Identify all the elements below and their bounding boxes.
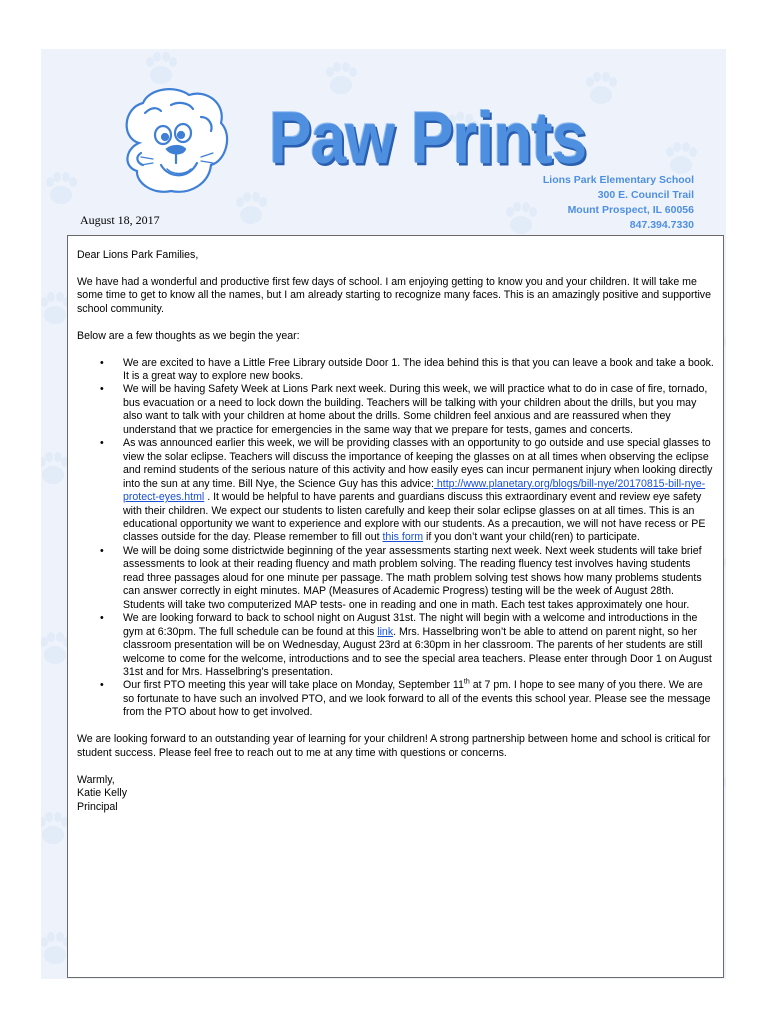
list-item: • As was announced earlier this week, we will be providing classes with an opportunity to go outside and use special glasses to view the solar eclipse. Teachers will discuss the importance of keeping the glasses on at all times when observing the eclipse and remind students of the serious nature of this activity and how easily eyes can incur permanent injury when looking directly into the sun at any time. Bill Nye, the Science Guy has this advice: http://www.planetary.org/blogs/bill-nye/20170815-bill-nye-protect-eyes.html . It would be helpful to have parents and guardians discuss this extraordinary event and review eye safety with their children. We expect our students to listen carefully and keep their solar eclipse glasses on at all times. This is an educational opportunity we want to experience and explore with our students. As a precaution, we will not have recess or PE classes outside for the day. Please remember to fill out this form if you don’t want your child(ren) to participate. (100, 437, 713, 544)
lead-in: Below are a few thoughts as we begin the year: (77, 329, 300, 342)
newsletter-title: Paw Prints (269, 96, 587, 180)
ordinal-suffix: th (463, 678, 470, 686)
list-item: • We are excited to have a Little Free Library outside Door 1. The idea behind this is that you can leave a book and take a book. It is a great way to explore new books. (100, 356, 714, 383)
bullet-icon: • (100, 612, 104, 625)
school-city: Mount Prospect, IL 60056 (567, 204, 694, 216)
signer-name: Katie Kelly (77, 787, 128, 800)
list-item: • We will be having Safety Week at Lions Park next week. During this week, we will practice what to do in case of fire, tornado, bus evacuation or a need to lock down the building. Teachers will be talking with your children about the drills, but you may also want to talk with your children at home about the drills. Some children feel anxious and are reassured when they understand that we practice for emergencies in the same way that we prepare for tests, games and concerts. (100, 383, 708, 436)
bullet-icon: • (100, 437, 104, 450)
list-item: • Our first PTO meeting this year will take place on Monday, September 11th at 7 pm. I hope to see many of you there. We are so fortunate to have such an involved PTO, and we look forward to all of the events this school year. Please see the message from the PTO about how to get involved. (100, 678, 711, 719)
eclipse-form-link[interactable]: this form (382, 531, 424, 544)
school-address-block (543, 173, 694, 233)
list-item: • We will be doing some districtwide beginning of the year assessments starting next week. Next week students will take brief assessments to look at their reading fluency and math problem solving. The reading fluency test involves having students read three passages aloud for one minute per passage. The math problem solving test shows how many problems students can answer correctly in eight minutes. MAP (Measures of Academic Progress) testing will be the week of August 28th. Students will take two computerized MAP tests- one in reading and one in math. Each test takes approximately one hour. (100, 544, 702, 611)
lion-mascot-logo (101, 83, 237, 203)
bullet-icon: • (100, 544, 104, 557)
bullet-icon: • (100, 383, 104, 396)
school-name: Lions Park Elementary School (542, 174, 694, 186)
greeting: Dear Lions Park Families, (77, 249, 199, 261)
closing-paragraph: We are looking forward to an outstanding year of learning for your children! A strong partnership between home and school is critical for student success. Please feel free to reach out to me at any time with questions or concerns. (77, 733, 711, 759)
thoughts-list (77, 357, 714, 720)
school-street: 300 E. Council Trail (597, 189, 694, 201)
list-item: • We are looking forward to back to school night on August 31st. The night will begin with a welcome and introductions in the gym at 6:30pm. The full schedule can be found at this link. Mrs. Hasselbring won’t be able to attend on parent night, so her classroom presentation will be on Wednesday, August 23rd at 6:30pm in her classroom. The parents of her students are still welcome to come for the welcome, introductions and to see the special area teachers. Please enter through Door 1 on August 31st and for Mrs. Hasselbring’s presentation. (100, 612, 712, 678)
signature-block (77, 774, 714, 814)
newsletter-date: August 18, 2017 (80, 213, 160, 227)
schedule-link[interactable]: link (377, 625, 394, 638)
school-phone: 847.394.7330 (629, 219, 694, 231)
letter-body (67, 235, 724, 978)
valediction: Warmly, (77, 773, 115, 786)
bill-nye-link[interactable]: http://www.planetary.org/blogs/bill-nye/20170815-bill-nye-protect-eyes.html (123, 477, 706, 504)
bullet-icon: • (100, 679, 104, 692)
bullet-icon: • (100, 356, 104, 369)
intro-paragraph: We have had a wonderful and productive first few days of school. I am enjoying getting to know you and your children. It will take me some time to get to know all the names, but I am already starting to recognize many faces. This is an amazingly positive and supportive school community. (77, 275, 711, 315)
signer-title: Principal (77, 800, 118, 813)
